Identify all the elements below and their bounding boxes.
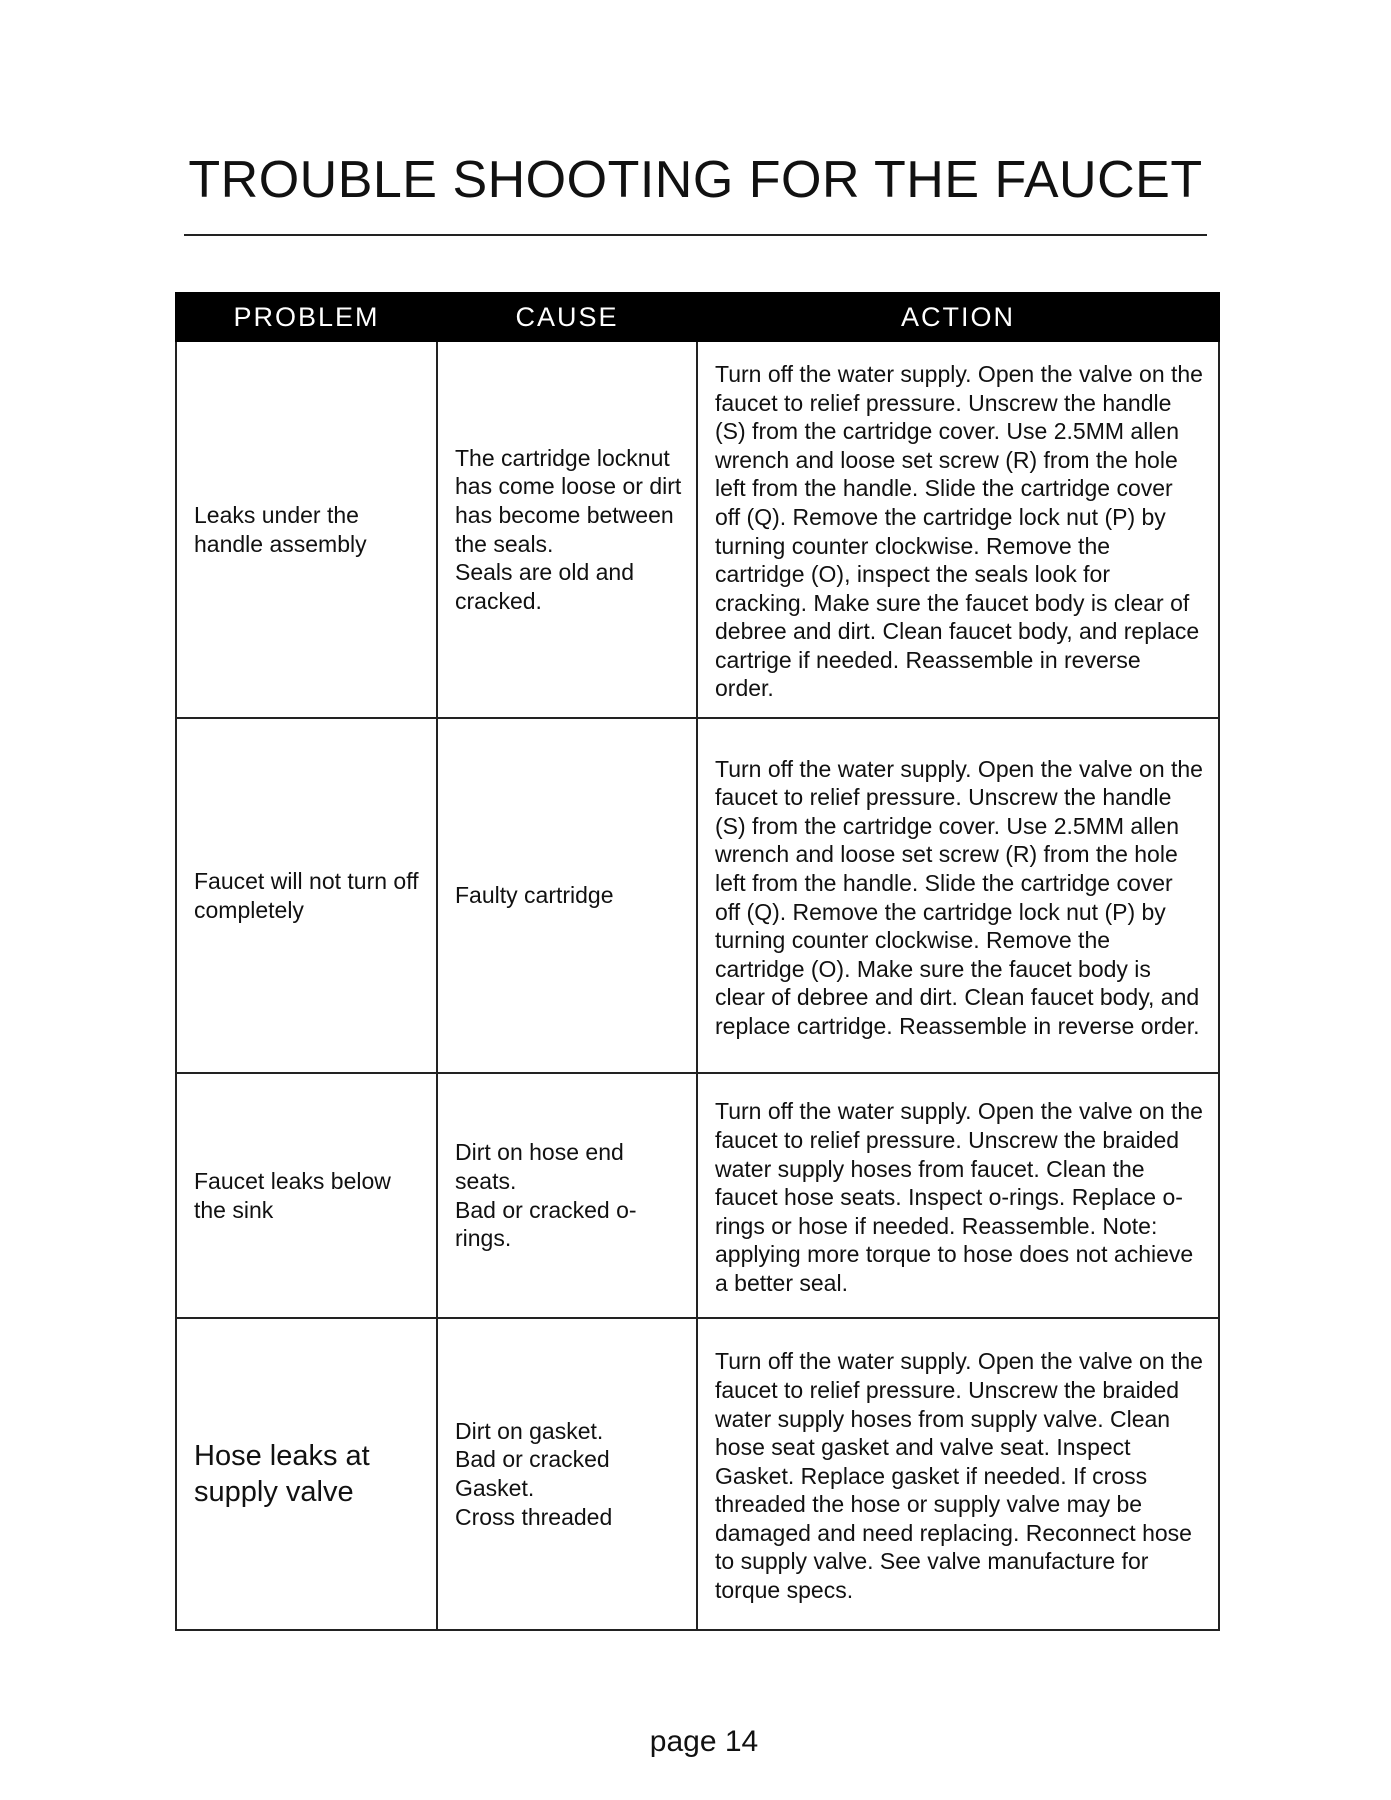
troubleshooting-table	[175, 292, 1220, 1631]
header-cause: CAUSE	[437, 293, 697, 341]
header-problem: PROBLEM	[176, 293, 437, 341]
page-number: page 14	[649, 1725, 759, 1758]
action-cell: Turn off the water supply. Open the valve on the faucet to relief pressure. Unscrew the braided water supply hoses from supply valve. Clean hose seat gasket and valve seat. Inspect Gasket. Replace gasket if needed. If cross threaded the hose or supply valve may be damaged and need replacing. Reconnect hose to supply valve. See valve manufacture for torque specs.	[697, 1318, 1219, 1630]
table-row	[176, 1318, 1219, 1630]
problem-cell: Leaks under the handle assembly	[176, 341, 437, 718]
header-action: ACTION	[697, 293, 1219, 341]
table-row	[176, 341, 1219, 718]
table-row	[176, 1073, 1219, 1318]
problem-cell: Faucet leaks below the sink	[176, 1073, 437, 1318]
action-cell: Turn off the water supply. Open the valve on the faucet to relief pressure. Unscrew the handle (S) from the cartridge cover. Use 2.5MM allen wrench and loose set screw (R) from the hole left from the handle. Slide the cartridge cover off (Q). Remove the cartridge lock nut (P) by turning counter clockwise. Remove the cartridge (O). Make sure the faucet body is clear of debree and dirt. Clean faucet body, and replace cartridge. Reassemble in reverse order.	[697, 718, 1219, 1073]
problem-cell: Faucet will not turn off completely	[176, 718, 437, 1073]
cause-cell: Dirt on gasket. Bad or cracked Gasket. Cross threaded	[437, 1318, 697, 1630]
problem-cell: Hose leaks at supply valve	[176, 1318, 437, 1630]
action-cell: Turn off the water supply. Open the valve on the faucet to relief pressure. Unscrew the handle (S) from the cartridge cover. Use 2.5MM allen wrench and loose set screw (R) from the hole left from the handle. Slide the cartridge cover off (Q). Remove the cartridge lock nut (P) by turning counter clockwise. Remove the cartridge (O), inspect the seals look for cracking. Make sure the faucet body is clear of debree and dirt. Clean faucet body, and replace cartrige if needed. Reassemble in reverse order.	[697, 341, 1219, 718]
cause-cell: The cartridge locknut has come loose or dirt has become between the seals. Seals are old and cracked.	[437, 341, 697, 718]
title-divider	[184, 234, 1207, 236]
table-row	[176, 718, 1219, 1073]
cause-cell: Dirt on hose end seats. Bad or cracked o-rings.	[437, 1073, 697, 1318]
table-header-row	[176, 293, 1219, 341]
page-title: TROUBLE SHOOTING FOR THE FAUCET	[188, 151, 1203, 209]
cause-cell: Faulty cartridge	[437, 718, 697, 1073]
action-cell: Turn off the water supply. Open the valve on the faucet to relief pressure. Unscrew the braided water supply hoses from faucet. Clean the faucet hose seats. Inspect o-rings. Replace o-rings or hose if needed. Reassemble. Note: applying more torque to hose does not achieve a better seal.	[697, 1073, 1219, 1318]
